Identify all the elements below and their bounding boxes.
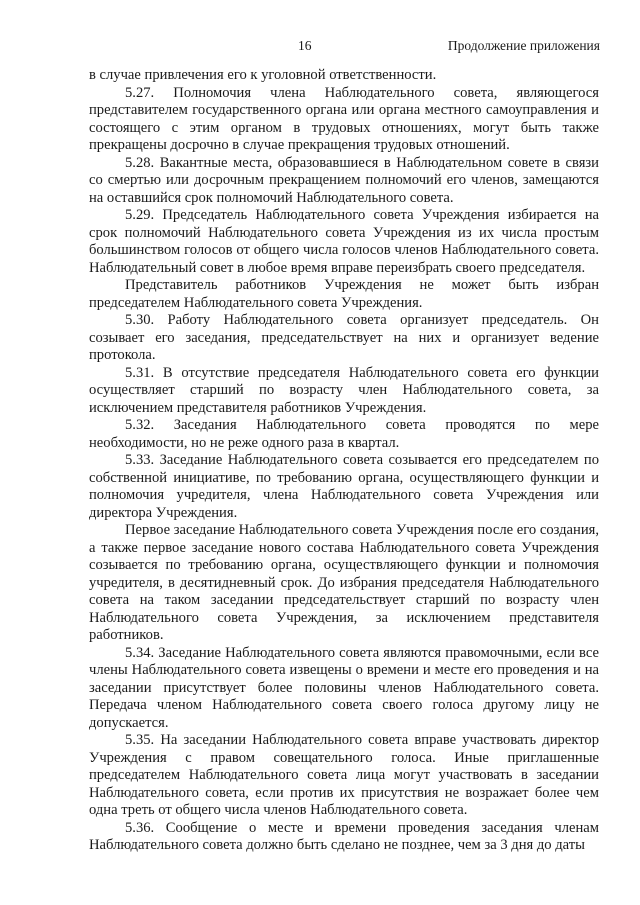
paragraph-5-35: 5.35. На заседании Наблюдательного совета вправе участвовать директор Учреждения с правом совещательного голоса. Иные приглашенные председателем Наблюдательного совета лица могут участвовать в заседании Наблюдательного совета, если против их присутствия не возражает более чем одна треть от общего числа членов Наблюдательного совета. [89,732,599,818]
paragraph-5-28: 5.28. Вакантные места, образовавшиеся в Наблюдательном совете в связи со смертью или досрочным прекращением полномочий его членов, замещаются на оставшийся срок полномочий Наблюдательного совета. [89,154,599,206]
page-header [0,38,640,58]
page-number: 16 [298,38,312,53]
paragraph-5-33-first-meeting: Первое заседание Наблюдательного совета Учреждения после его создания, а также первое заседание нового состава Наблюдательного совета Учреждения созывается по требованию органа, осуществляющего функции и полномочия учредителя, в десятидневный срок. До избрания председателя Наблюдательного совета на таком заседании председательствует старший по возрасту член Наблюдательного совета Учреждения, за исключением представителя работников. [89,522,599,643]
paragraph-5-29-note: Представитель работников Учреждения не может быть избран председателем Наблюдательного совета Учреждения. [89,277,599,311]
paragraph-5-33: 5.33. Заседание Наблюдательного совета созывается его председателем по собственной инициативе, по требованию органа, осуществляющего функции и полномочия учредителя, члена Наблюдательного совета Учреждения или директора Учреждения. [89,452,599,521]
paragraph-5-30: 5.30. Работу Наблюдательного совета организует председатель. Он созывает его заседания, председательствует на них и организует ведение протокола. [89,312,599,363]
paragraph-5-36: 5.36. Сообщение о месте и времени проведения заседания членам Наблюдательного совета должно быть сделано не позднее, чем за 3 дня до даты [89,819,599,853]
document-body [89,67,599,855]
paragraph-5-32: 5.32. Заседания Наблюдательного совета проводятся по мере необходимости, но не реже одного раза в квартал. [89,417,599,451]
paragraph-continuation: в случае привлечения его к уголовной ответственности. [89,67,437,83]
paragraph-5-31: 5.31. В отсутствие председателя Наблюдательного совета его функции осуществляет старший по возрасту член Наблюдательного совета, за исключением представителя работников Учреждения. [89,364,599,416]
continuation-label: Продолжение приложения [447,38,600,53]
paragraph-5-27: 5.27. Полномочия члена Наблюдательного совета, являющегося представителем государственного органа или органа местного самоуправления и состоящего с этим органом в трудовых отношениях, могут быть также прекращены досрочно в случае прекращения трудовых отношений. [89,84,599,153]
paragraph-5-29: 5.29. Председатель Наблюдательного совета Учреждения избирается на срок полномочий Наблюдательного совета Учреждения из их числа простым большинством голосов от общего числа голосов членов Наблюдательного совета. Наблюдательный совет в любое время вправе переизбрать своего председателя. [89,207,599,276]
paragraph-5-34: 5.34. Заседание Наблюдательного совета являются правомочными, если все члены Наблюдательного совета извещены о времени и месте его проведения и на заседании присутствует более половины членов Наблюдательного совета. Передача членом Наблюдательного совета своего голоса другому лицу не допускается. [89,644,599,731]
